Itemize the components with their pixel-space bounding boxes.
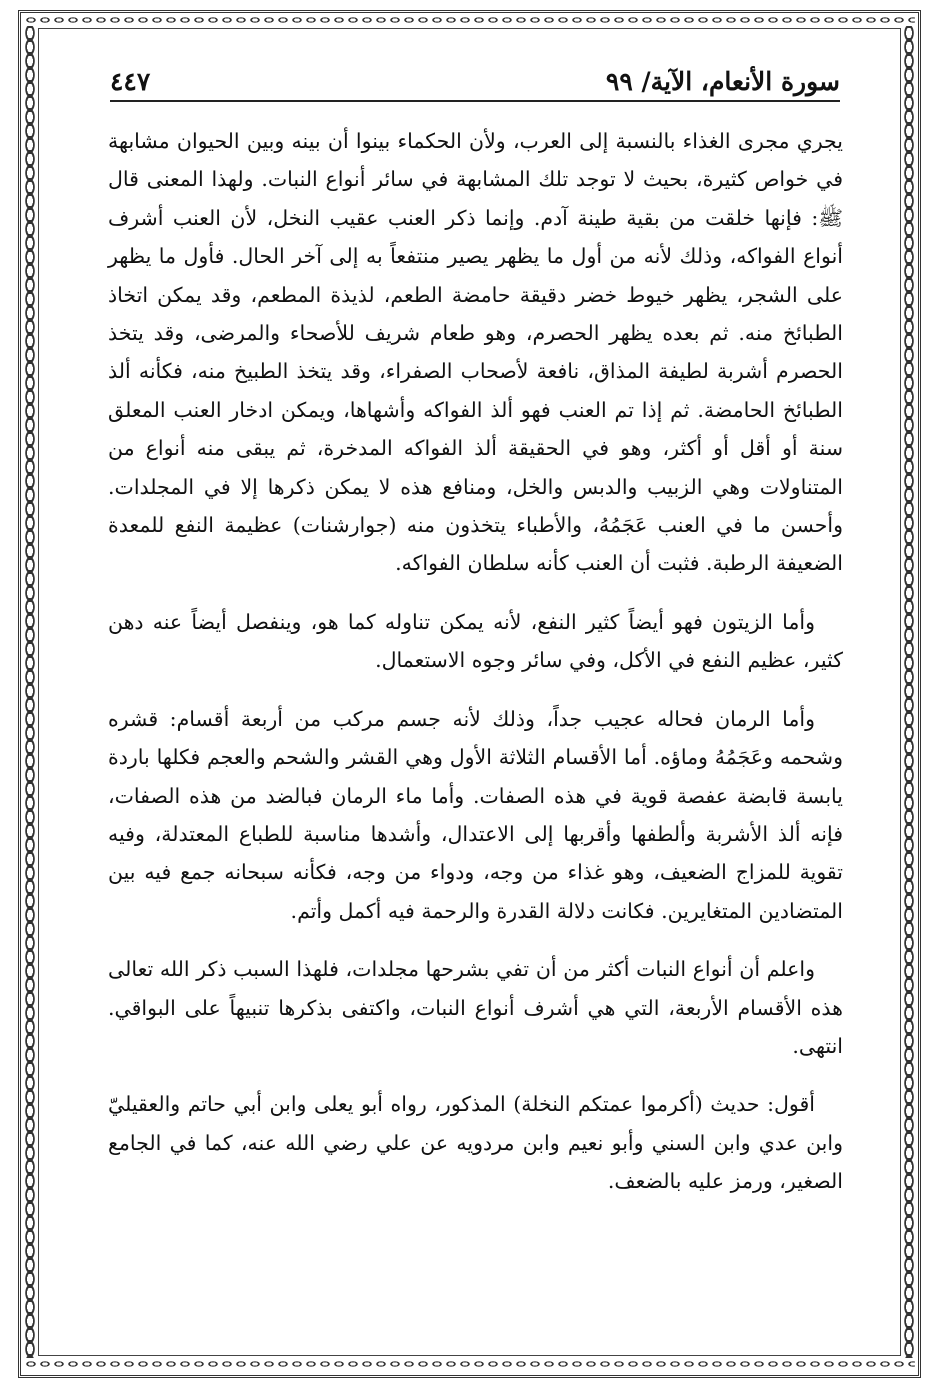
decorative-chain-border-top bbox=[24, 14, 915, 26]
paragraph-conclusion: واعلم أن أنواع النبات أكثر من أن تفي بشرحها مجلدات، فلهذا السبب ذكر الله تعالى هذه الأقسام الأربعة، التي هي أشرف أنواع النبات، واكتفى بذكرها تنبيهاً على البواقي. انتهى. bbox=[108, 957, 843, 1058]
paragraph-grapes: يجري مجرى الغذاء بالنسبة إلى العرب، ولأن الحكماء بينوا أن بينه وبين الحيوان مشابهة في خواص كثيرة، بحيث لا توجد تلك المشابهة في سائر أنواع النبات. ولهذا المعنى قال ﷺ: فإنها خلقت من بقية طينة آدم. وإنما ذكر العنب عقيب النخل، لأن العنب أشرف أنواع الفواكه، وذلك لأنه من أول ما يظهر يصير منتفعاً به إلى آخر الحال. فأول ما يظهر على الشجر، يظهر خيوط خضر دقيقة حامضة الطعم، لذيذة المطعم، وقد يمكن اتخاذ الطبائخ منه. ثم بعده يظهر الحصرم، وهو طعام شريف للأصحاء والمرضى، وقد يتخذ الحصرم أشربة لطيفة المذاق، نافعة لأصحاب الصفراء، وقد يتخذ الطبيخ منه، فكأنه ألذ الطبائخ الحامضة. ثم إذا تم العنب فهو ألذ الفواكه وأشهاها، ويمكن ادخار العنب المعلق سنة أو أقل أو أكثر، وهو في الحقيقة ألذ الفواكه المدخرة، ثم يبقى منه أنواع من المتناولات وهي الزبيب والدبس والخل، ومنافع هذه لا يمكن ذكرها إلا في المجلدات. وأحسن ما في العنب عَجَمُهُ، والأطباء يتخذون منه (جوارشنات) عظيمة النفع للمعدة الضعيفة الرطبة. فثبت أن العنب كأنه سلطان الفواكه. bbox=[108, 129, 843, 576]
decorative-chain-border-right bbox=[903, 26, 915, 1358]
running-header bbox=[110, 58, 840, 102]
body-text bbox=[108, 122, 843, 1201]
paragraph-pomegranate: وأما الرمان فحاله عجيب جداً، وذلك لأنه جسم مركب من أربعة أقسام: قشره وشحمه وعَجَمُهُ وماؤه. أما الأقسام الثلاثة الأول وهي القشر والشحم والعجم فكلها باردة يابسة قابضة عفصة قوية في هذه الصفات. وأما ماء الرمان فبالضد من هذه الصفات، فإنه ألذ الأشربة وألطفها وأقربها إلى الاعتدال، وأشدها مناسبة للطباع المعتدلة، وفيه تقوية للمزاج الضعيف، وهو غذاء من وجه، ودواء من وجه، فكأنه سبحانه جمع فيه بين المتضادين المتغايرين. فكانت دلالة القدرة والرحمة فيه أكمل وأتم. bbox=[108, 706, 843, 923]
decorative-chain-border-bottom bbox=[24, 1358, 915, 1370]
page-number: ٤٤٧ bbox=[110, 67, 151, 96]
paragraph-hadith-note: أقول: حديث (أكرموا عمتكم النخلة) المذكور، رواه أبو يعلى وابن أبي حاتم والعقيليّ وابن عدي وابن السني وأبو نعيم وابن مردويه عن علي رضي الله عنه، كما في الجامع الصغير، ورمز عليه بالضعف. bbox=[108, 1092, 843, 1194]
decorative-chain-border-left bbox=[24, 26, 36, 1358]
surah-title: سورة الأنعام، الآية/ ٩٩ bbox=[605, 67, 840, 96]
paragraph-olive: وأما الزيتون فهو أيضاً كثير النفع، لأنه يمكن تناوله كما هو، وينفصل أيضاً عنه دهن كثير، عظيم النفع في الأكل، وفي سائر وجوه الاستعمال. bbox=[108, 609, 843, 673]
